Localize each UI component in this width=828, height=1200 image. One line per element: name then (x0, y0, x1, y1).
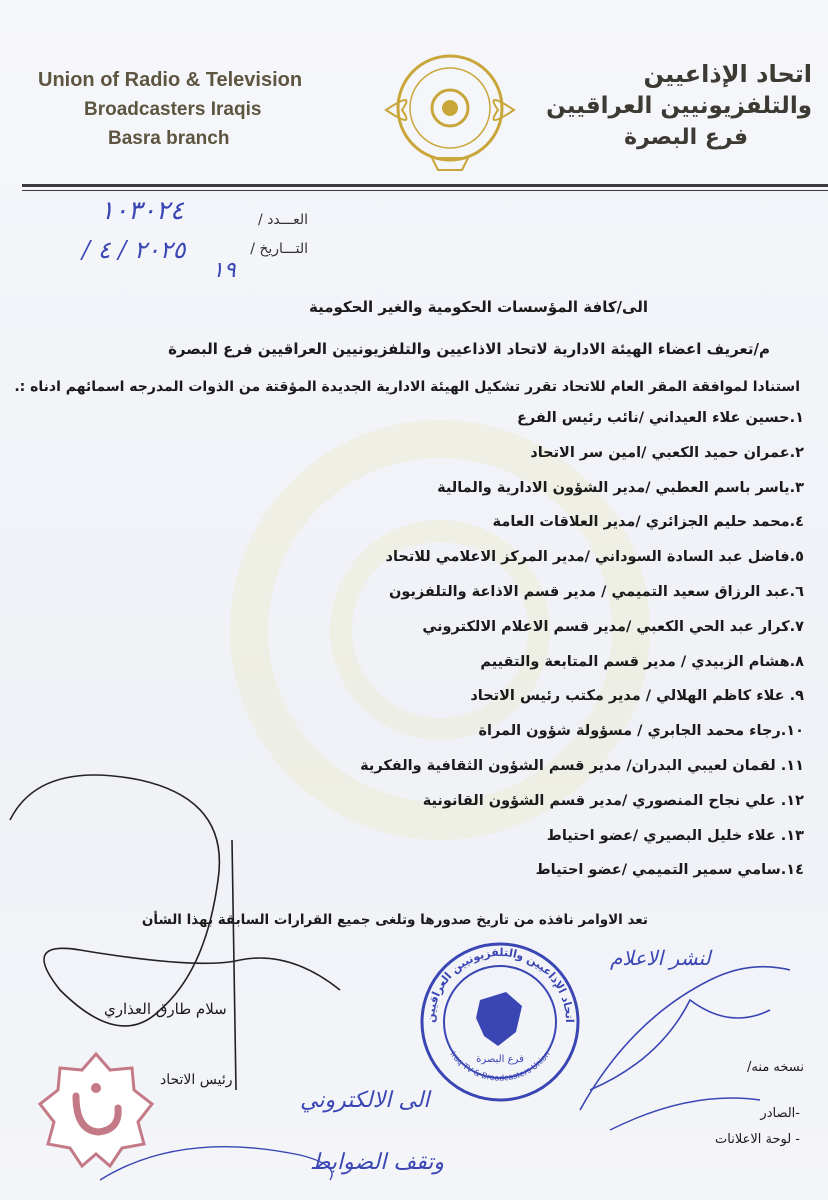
reference-number-label: العـــدد / (258, 212, 308, 228)
header-divider-thin (22, 190, 828, 191)
handwritten-note-3: لنشر الاعلام (610, 946, 711, 970)
subject-line: م/تعريف اعضاء الهيئة الادارية لاتحاد الاذاعيين والتلفزيونيين العراقيين فرع البصرة (168, 340, 770, 358)
list-item: ٦.عبد الرزاق سعيد التميمي / مدير قسم الاذاعة والتلفزيون (388, 583, 804, 600)
list-item: ١.حسين علاء العيداني /نائب رئيس الفرع (516, 410, 804, 426)
handwritten-note-1: الى الالكتروني (300, 1088, 430, 1113)
list-item: ٣.ياسر باسم العطبي /مدير الشؤون الادارية والمالية (437, 479, 804, 496)
recipient-line: الى/كافة المؤسسات الحكومية والغير الحكومية (308, 298, 648, 316)
signer-name: سلام طارق العذاري (104, 1000, 227, 1018)
members-list (304, 410, 804, 897)
date-day: ١٩ (212, 258, 236, 283)
letterhead-ar-line3: فرع البصرة (624, 125, 748, 150)
stamp-center-text: فرع البصرة (476, 1054, 524, 1065)
list-item: ٤.محمد حليم الجزائري /مدير العلاقات العامة (492, 514, 804, 531)
copies-label: نسخه منه/ (747, 1060, 804, 1075)
letterhead-ar-line2: والتلفزيونيين العراقيين (546, 93, 812, 119)
list-item: ٧.كرار عبد الحي الكعبي /مدير قسم الاعلام الالكتروني (422, 618, 804, 635)
union-seal-icon (382, 40, 518, 176)
app-logo-icon (36, 1050, 156, 1170)
reference-number-value: ١٠٣٠٢٤ (100, 196, 184, 226)
letterhead-english (38, 66, 302, 153)
list-item: ٩. علاء كاظم الهلالي / مدير مكتب رئيس الاتحاد (470, 688, 804, 705)
closing-statement: تعد الاوامر نافذه من تاريخ صدورها وتلغى جميع القرارات السابقة بهذا الشأن (141, 912, 648, 928)
distribution-item: - لوحة الاعلانات (715, 1132, 800, 1147)
list-item: ١٣. علاء خليل البصيري /عضو احتياط (546, 827, 804, 844)
list-item: ١٢. علي نجاح المنصوري /مدير قسم الشؤون القانونية (422, 792, 804, 809)
list-item: ١٤.سامي سمير التميمي /عضو احتياط (535, 862, 804, 879)
distribution-item: -الصادر (760, 1106, 800, 1121)
stamp-ring-text-en: Iraq TV & Broadcasters Union (448, 1049, 552, 1083)
list-item: ٨.هشام الزبيدي / مدير قسم المتابعة والتقييم (480, 653, 804, 670)
list-item: ٥.فاضل عبد السادة السوداني /مدير المركز الاعلامي للاتحاد (385, 549, 804, 566)
intro-paragraph: استنادا لموافقة المقر العام للاتحاد تقرر تشكيل الهيئة الادارية الجديدة المؤقتة من الذوات المدرجه اسمائهم ادناه :. (14, 379, 800, 395)
letterhead-en-line1: Union of Radio & Television (38, 69, 303, 91)
letterhead-en-line3: Basra branch (108, 128, 230, 149)
letterhead-ar-line1: اتحاد الإذاعيين (643, 60, 812, 88)
letterhead-en-line2: Broadcasters Iraqis (84, 99, 262, 120)
official-stamp-icon (418, 940, 582, 1104)
list-item: ١٠.رجاء محمد الجابري / مسؤولة شؤون المراة (478, 723, 804, 740)
list-item: ٢.عمران حميد الكعبي /امين سر الاتحاد (530, 444, 804, 461)
stamp-ring-text: اتحاد الإذاعيين والتلفزيونيين العراقيين (423, 945, 577, 1024)
letterhead-arabic (546, 58, 812, 154)
date-label: التـــاريخ / (250, 241, 308, 257)
header-divider (22, 184, 828, 187)
list-item: ١١. لقمان لعيبي البدران/ مدير قسم الشؤون الثقافية والفكرية (360, 757, 804, 774)
signer-title: رئيس الاتحاد (160, 1072, 233, 1088)
handwritten-note-2: وتقف الضوابط (310, 1150, 445, 1175)
date-value: ٢٠٢٥ / ٤ / (82, 236, 186, 264)
